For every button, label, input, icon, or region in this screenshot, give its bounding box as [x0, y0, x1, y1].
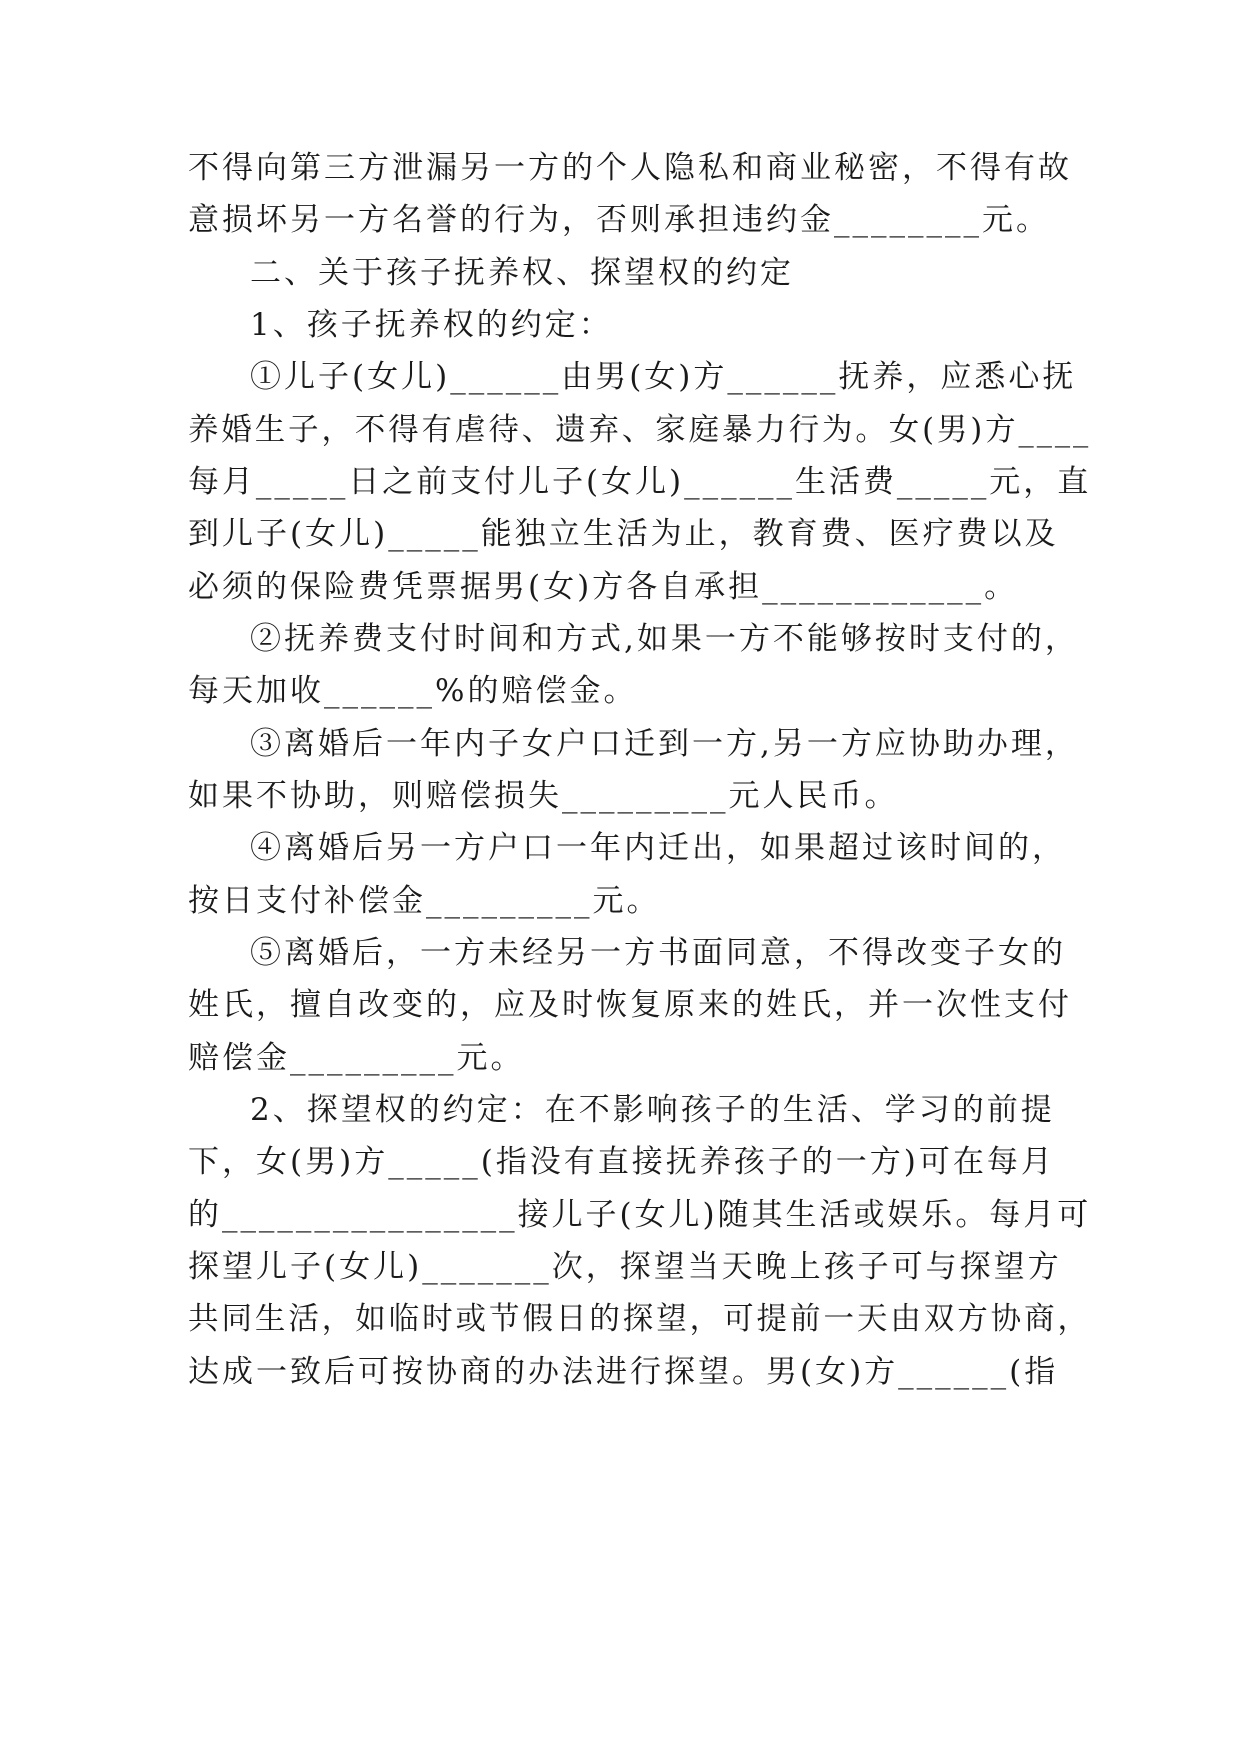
- text-line: 的________________接儿子(女儿)随其生活或娱乐。每月可: [188, 1197, 1092, 1233]
- text-line: ④离婚后另一方户口一年内迁出，如果超过该时间的，: [250, 830, 1066, 866]
- section-heading: 二、关于孩子抚养权、探望权的约定: [250, 255, 794, 291]
- text-line: 必须的保险费凭票据男(女)方各自承担____________。: [188, 569, 1019, 605]
- text-line: 下，女(男)方_____(指没有直接抚养孩子的一方)可在每月: [188, 1144, 1055, 1180]
- text-line: 按日支付补偿金_________元。: [188, 883, 661, 919]
- text-line: 到儿子(女儿)_____能独立生活为止，教育费、医疗费以及: [188, 516, 1059, 552]
- text-line: 每天加收______%的赔偿金。: [188, 673, 638, 709]
- text-line: 探望儿子(女儿)_______次，探望当天晚上孩子可与探望方: [188, 1249, 1062, 1285]
- text-line: 赔偿金_________元。: [188, 1040, 525, 1076]
- text-line: 达成一致后可按协商的办法进行探望。男(女)方______(指: [188, 1354, 1059, 1390]
- text-line: 2、探望权的约定：在不影响孩子的生活、学习的前提: [250, 1092, 1055, 1128]
- text-line: 意损坏另一方名誉的行为，否则承担违约金________元。: [188, 202, 1050, 238]
- text-line: 每月_____日之前支付儿子(女儿)______生活费_____元，直: [188, 464, 1092, 500]
- text-line: 姓氏，擅自改变的，应及时恢复原来的姓氏，并一次性支付: [188, 987, 1072, 1023]
- text-line: 共同生活，如临时或节假日的探望，可提前一天由双方协商，: [188, 1301, 1091, 1337]
- text-line: ③离婚后一年内子女户口迁到一方,另一方应协助办理，: [250, 726, 1079, 762]
- text-line: ①儿子(女儿)______由男(女)方______抚养，应悉心抚: [250, 359, 1077, 395]
- text-line: ②抚养费支付时间和方式,如果一方不能够按时支付的，: [250, 621, 1079, 657]
- text-line: 养婚生子，不得有虐待、遗弃、家庭暴力行为。女(男)方____: [188, 412, 1092, 448]
- text-line: 不得向第三方泄漏另一方的个人隐私和商业秘密，不得有故: [188, 150, 1072, 186]
- text-line: ⑤离婚后，一方未经另一方书面同意，不得改变子女的: [250, 935, 1066, 971]
- text-line: 如果不协助，则赔偿损失_________元人民币。: [188, 778, 899, 814]
- subsection-heading: 1、孩子抚养权的约定：: [250, 307, 613, 343]
